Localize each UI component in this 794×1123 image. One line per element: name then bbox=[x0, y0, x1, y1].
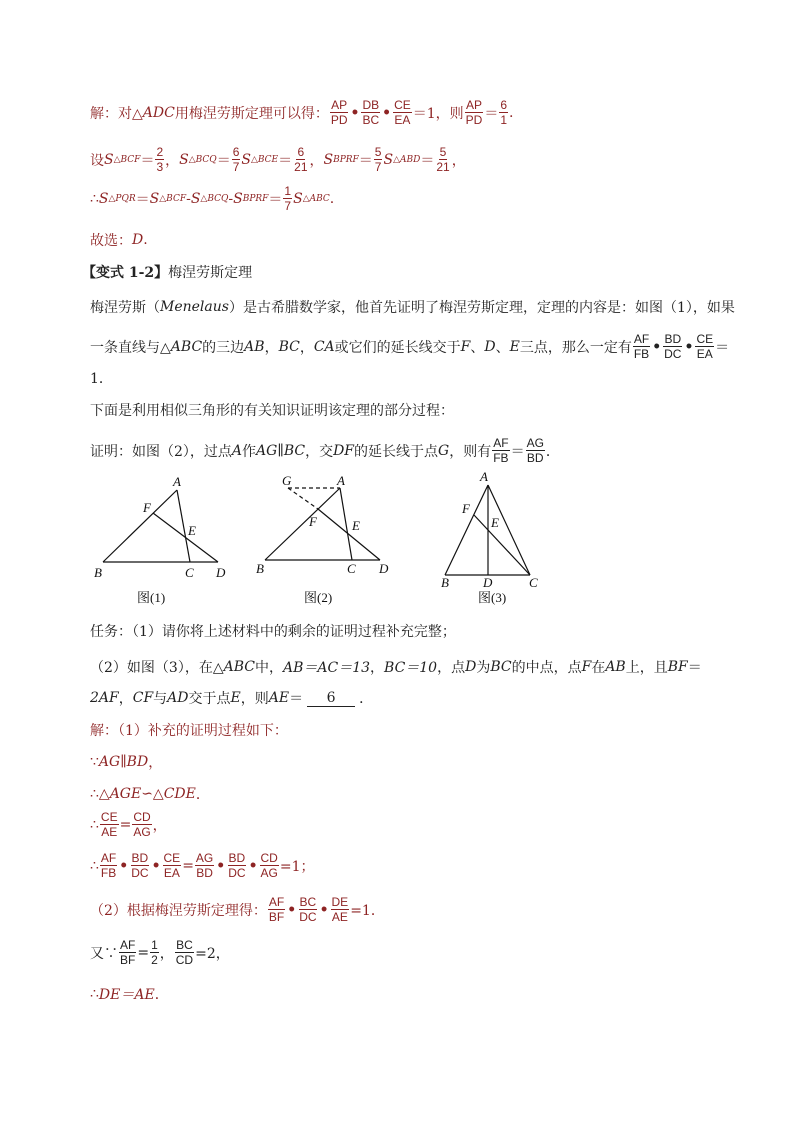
subscript: △BCE bbox=[250, 154, 279, 165]
fraction: $\frac{AF}{FB}$ bbox=[493, 436, 509, 465]
segment-cf bbox=[474, 515, 530, 575]
text: . bbox=[509, 104, 514, 121]
text: ＝ bbox=[484, 105, 499, 122]
fig1-label-e: E bbox=[188, 523, 196, 538]
fig1-label-a: A bbox=[173, 474, 181, 489]
figure-2 bbox=[265, 488, 380, 560]
fraction: $\frac{BD}{DC}$ bbox=[228, 851, 246, 880]
heading-title: 梅涅劳斯定理 bbox=[168, 265, 253, 281]
fig3-label-d: D bbox=[483, 575, 493, 590]
fig1-label-d: D bbox=[216, 565, 226, 580]
fraction: $\frac{BD}{DC}$ bbox=[664, 332, 682, 361]
fig2-label-a: A bbox=[337, 473, 345, 488]
subscript: △BCF bbox=[113, 154, 141, 165]
fraction: $\frac{AF}{FB}$ bbox=[633, 332, 650, 361]
text: ＝ bbox=[135, 191, 150, 208]
fraction: $\frac{DE}{AE}$ bbox=[331, 895, 349, 924]
figure-1 bbox=[103, 490, 218, 562]
fraction: $\frac{BC}{DC}$ bbox=[299, 895, 317, 924]
proof-line: 证明：如图（2），过点 A 作 AG ∥ BC ，交 DF 的延长线于点 G ，则有 $\frac{AF}{FB}$ ＝ $\frac{AG}{BD}$ ． bbox=[90, 436, 560, 465]
subscript: △PQR bbox=[108, 193, 136, 204]
fraction: $\frac{AP}{PD}$ bbox=[330, 98, 348, 127]
subscript: △ABD bbox=[393, 154, 421, 165]
task-line-3: 2AF ， CF 与 AD 交于点 E ，则 AE ＝ 6 ． bbox=[90, 689, 374, 707]
text: ＝ bbox=[140, 152, 155, 169]
text: S bbox=[233, 190, 243, 207]
fig1-label-c: C bbox=[185, 565, 194, 580]
fig3-label-c: C bbox=[529, 575, 538, 590]
fig2-label-g: G bbox=[282, 473, 292, 488]
text: Menelaus bbox=[160, 299, 229, 315]
fig2-label-f: F bbox=[309, 514, 317, 529]
text: 设 bbox=[90, 152, 104, 169]
variant-heading bbox=[82, 262, 252, 282]
fraction: $\frac{BD}{DC}$ bbox=[131, 851, 149, 880]
fraction: $\frac{AF}{BF}$ bbox=[120, 938, 136, 967]
text: ， bbox=[451, 152, 466, 169]
fig1-caption: 图(1) bbox=[137, 590, 166, 605]
solution-line-2 bbox=[90, 145, 466, 174]
solution-line-1: 解：对△ ADC 用梅涅劳斯定理可以得： $\frac{AP}{PD}$ • $\frac{DB}{BC}$ • $\frac{CE}{EA}$ ＝1，则 $\frac{AP}{PD}$ ＝ $\frac{6}{1}$ . bbox=[90, 98, 514, 127]
fraction: $\frac{6}{1}$ bbox=[500, 98, 508, 127]
segment-ac bbox=[488, 485, 530, 575]
text: - bbox=[228, 190, 234, 207]
fig2-label-e: E bbox=[352, 518, 360, 533]
fraction: $\frac{DB}{BC}$ bbox=[362, 98, 380, 127]
task-line-2: （2）如图（3），在△ ABC 中， AB＝AC＝13 ， BC＝10 ，点 D 为 BC 的中点，点 F 在 AB 上，且 BF ＝ bbox=[90, 659, 702, 676]
fig3-label-a: A bbox=[480, 469, 488, 484]
fraction: $\frac{AP}{PD}$ bbox=[465, 98, 483, 127]
fraction: $\frac{CE}{EA}$ bbox=[394, 98, 411, 127]
answer-blank: 6 bbox=[307, 690, 355, 707]
sol2-line-8: ∴ DE＝AE ． bbox=[90, 986, 169, 1003]
segment-ab bbox=[265, 488, 340, 560]
fraction: $\frac{CD}{AG}$ bbox=[260, 851, 278, 880]
text: S bbox=[241, 151, 251, 168]
fraction: $\frac{5}{7}$ bbox=[374, 145, 382, 174]
figure-3 bbox=[445, 485, 530, 575]
fraction: $\frac{1}{7}$ bbox=[284, 184, 292, 213]
sol2-line-6: （2）根据梅涅劳斯定理得： $\frac{AF}{BF}$ • $\frac{BC}{DC}$ • $\frac{DE}{AE}$ =1． bbox=[90, 895, 385, 924]
text: . bbox=[143, 232, 148, 248]
text: S bbox=[149, 190, 160, 207]
segment-gf-dashed bbox=[288, 488, 318, 509]
fig2-label-c: C bbox=[347, 561, 356, 576]
fig2-caption: 图(2) bbox=[304, 590, 333, 605]
text: S bbox=[179, 151, 189, 168]
text: 解：对△ bbox=[90, 105, 143, 122]
fraction: $\frac{5}{21}$ bbox=[436, 145, 450, 174]
paragraph-line-4: 下面是利用相似三角形的有关知识证明该定理的部分过程： bbox=[90, 403, 454, 419]
sol2-line-5: ∴ $\frac{AF}{FB}$ • $\frac{BD}{DC}$ • $\frac{CE}{EA}$ = $\frac{AG}{BD}$ • $\frac{BD}{DC}$ • $\frac{CD}{AG}$ =1； bbox=[90, 851, 315, 880]
paragraph-line-2: 一条直线与△ ABC 的三边 AB ， BC ， CA 或它们的延长线交于 F 、 D 、 E 三点，那么一定有 $\frac{AF}{FB}$ • $\frac{BD}{DC}$ • $\frac{CE}{EA}$ ＝ bbox=[90, 332, 730, 361]
fraction: $\frac{CD}{AG}$ bbox=[133, 810, 151, 839]
subscript: BPRF bbox=[242, 193, 269, 204]
subscript: △BCQ bbox=[200, 193, 229, 204]
heading-label: 【变式 1-2】 bbox=[82, 265, 169, 281]
segment-ab bbox=[103, 490, 177, 562]
solution-answer bbox=[90, 230, 148, 250]
text: ∴ bbox=[90, 190, 99, 207]
fraction: $\frac{AF}{BF}$ bbox=[268, 895, 285, 924]
text: S bbox=[98, 190, 109, 207]
text: 故选： bbox=[90, 233, 132, 249]
sol2-line-7: 又∵ $\frac{AF}{BF}$ = $\frac{1}{2}$ ， $\frac{BC}{CD}$ =2， bbox=[90, 938, 230, 967]
subscript: △ABC bbox=[302, 193, 330, 204]
sol2-line-3: ∴ △AGE∽△CDE ． bbox=[90, 786, 210, 803]
segment-fd bbox=[318, 509, 380, 560]
text: S bbox=[323, 151, 334, 168]
fig3-label-b: B bbox=[441, 575, 449, 590]
text: ， bbox=[165, 152, 180, 169]
fig2-label-d: D bbox=[379, 561, 389, 576]
sol2-line-2: ∵ AG∥BD ， bbox=[90, 754, 163, 771]
fraction: $\frac{2}{3}$ bbox=[156, 145, 164, 174]
text: . bbox=[329, 190, 335, 207]
text: - bbox=[186, 190, 191, 207]
fig3-caption: 图(3) bbox=[478, 590, 507, 605]
text: ADC bbox=[142, 104, 175, 121]
fraction: $\frac{BC}{CD}$ bbox=[175, 938, 194, 967]
fraction: $\frac{6}{7}$ bbox=[232, 145, 240, 174]
answer: D bbox=[132, 232, 144, 248]
segment-ac bbox=[340, 488, 352, 560]
sol2-line-1: 解：（1）补充的证明过程如下： bbox=[90, 723, 288, 739]
fraction: $\frac{AG}{BD}$ bbox=[195, 851, 214, 880]
text: ， bbox=[309, 152, 324, 169]
subscript: BPRF bbox=[333, 154, 359, 165]
fig2-label-b: B bbox=[256, 561, 264, 576]
text: S bbox=[104, 151, 114, 168]
task-line-1: 任务：（1）请你将上述材料中的剩余的证明过程补充完整； bbox=[90, 624, 456, 640]
sol2-line-4: ∴ $\frac{CE}{AE}$ = $\frac{CD}{AG}$ ， bbox=[90, 810, 167, 839]
subscript: △BCQ bbox=[188, 154, 217, 165]
segment-ab bbox=[445, 485, 488, 575]
fig1-label-b: B bbox=[94, 565, 102, 580]
text: ＝ bbox=[216, 152, 231, 169]
text: S bbox=[293, 190, 303, 207]
fraction: $\frac{6}{21}$ bbox=[294, 145, 308, 174]
fraction: $\frac{1}{2}$ bbox=[151, 938, 158, 967]
fraction: $\frac{AF}{FB}$ bbox=[100, 851, 117, 880]
text: 用梅涅劳斯定理可以得： bbox=[174, 105, 329, 122]
fig3-label-f: F bbox=[462, 501, 470, 516]
subscript: △BCF bbox=[159, 193, 187, 204]
solution-line-3 bbox=[90, 184, 334, 213]
text: ＝ bbox=[420, 152, 435, 169]
fig3-label-e: E bbox=[491, 515, 499, 530]
paragraph-line-3: 1． bbox=[90, 371, 113, 387]
fig1-label-f: F bbox=[143, 500, 151, 515]
text: S bbox=[383, 151, 394, 168]
fraction: $\frac{CE}{EA}$ bbox=[163, 851, 181, 880]
segment-fd bbox=[153, 513, 218, 562]
text: ＝ bbox=[268, 191, 283, 208]
text: ＝ bbox=[358, 152, 373, 169]
paragraph-line-1: 梅涅劳斯（ Menelaus ）是古希腊数学家，他首先证明了梅涅劳斯定理，定理的内容是：如图（1），如果 bbox=[90, 299, 735, 316]
text: S bbox=[190, 190, 201, 207]
fraction: $\frac{CE}{EA}$ bbox=[696, 332, 714, 361]
text: ＝ bbox=[278, 152, 293, 169]
text: ＝1，则 bbox=[412, 105, 464, 122]
figures bbox=[0, 465, 794, 615]
fraction: $\frac{CE}{AE}$ bbox=[100, 810, 118, 839]
fraction: $\frac{AG}{BD}$ bbox=[526, 436, 544, 465]
